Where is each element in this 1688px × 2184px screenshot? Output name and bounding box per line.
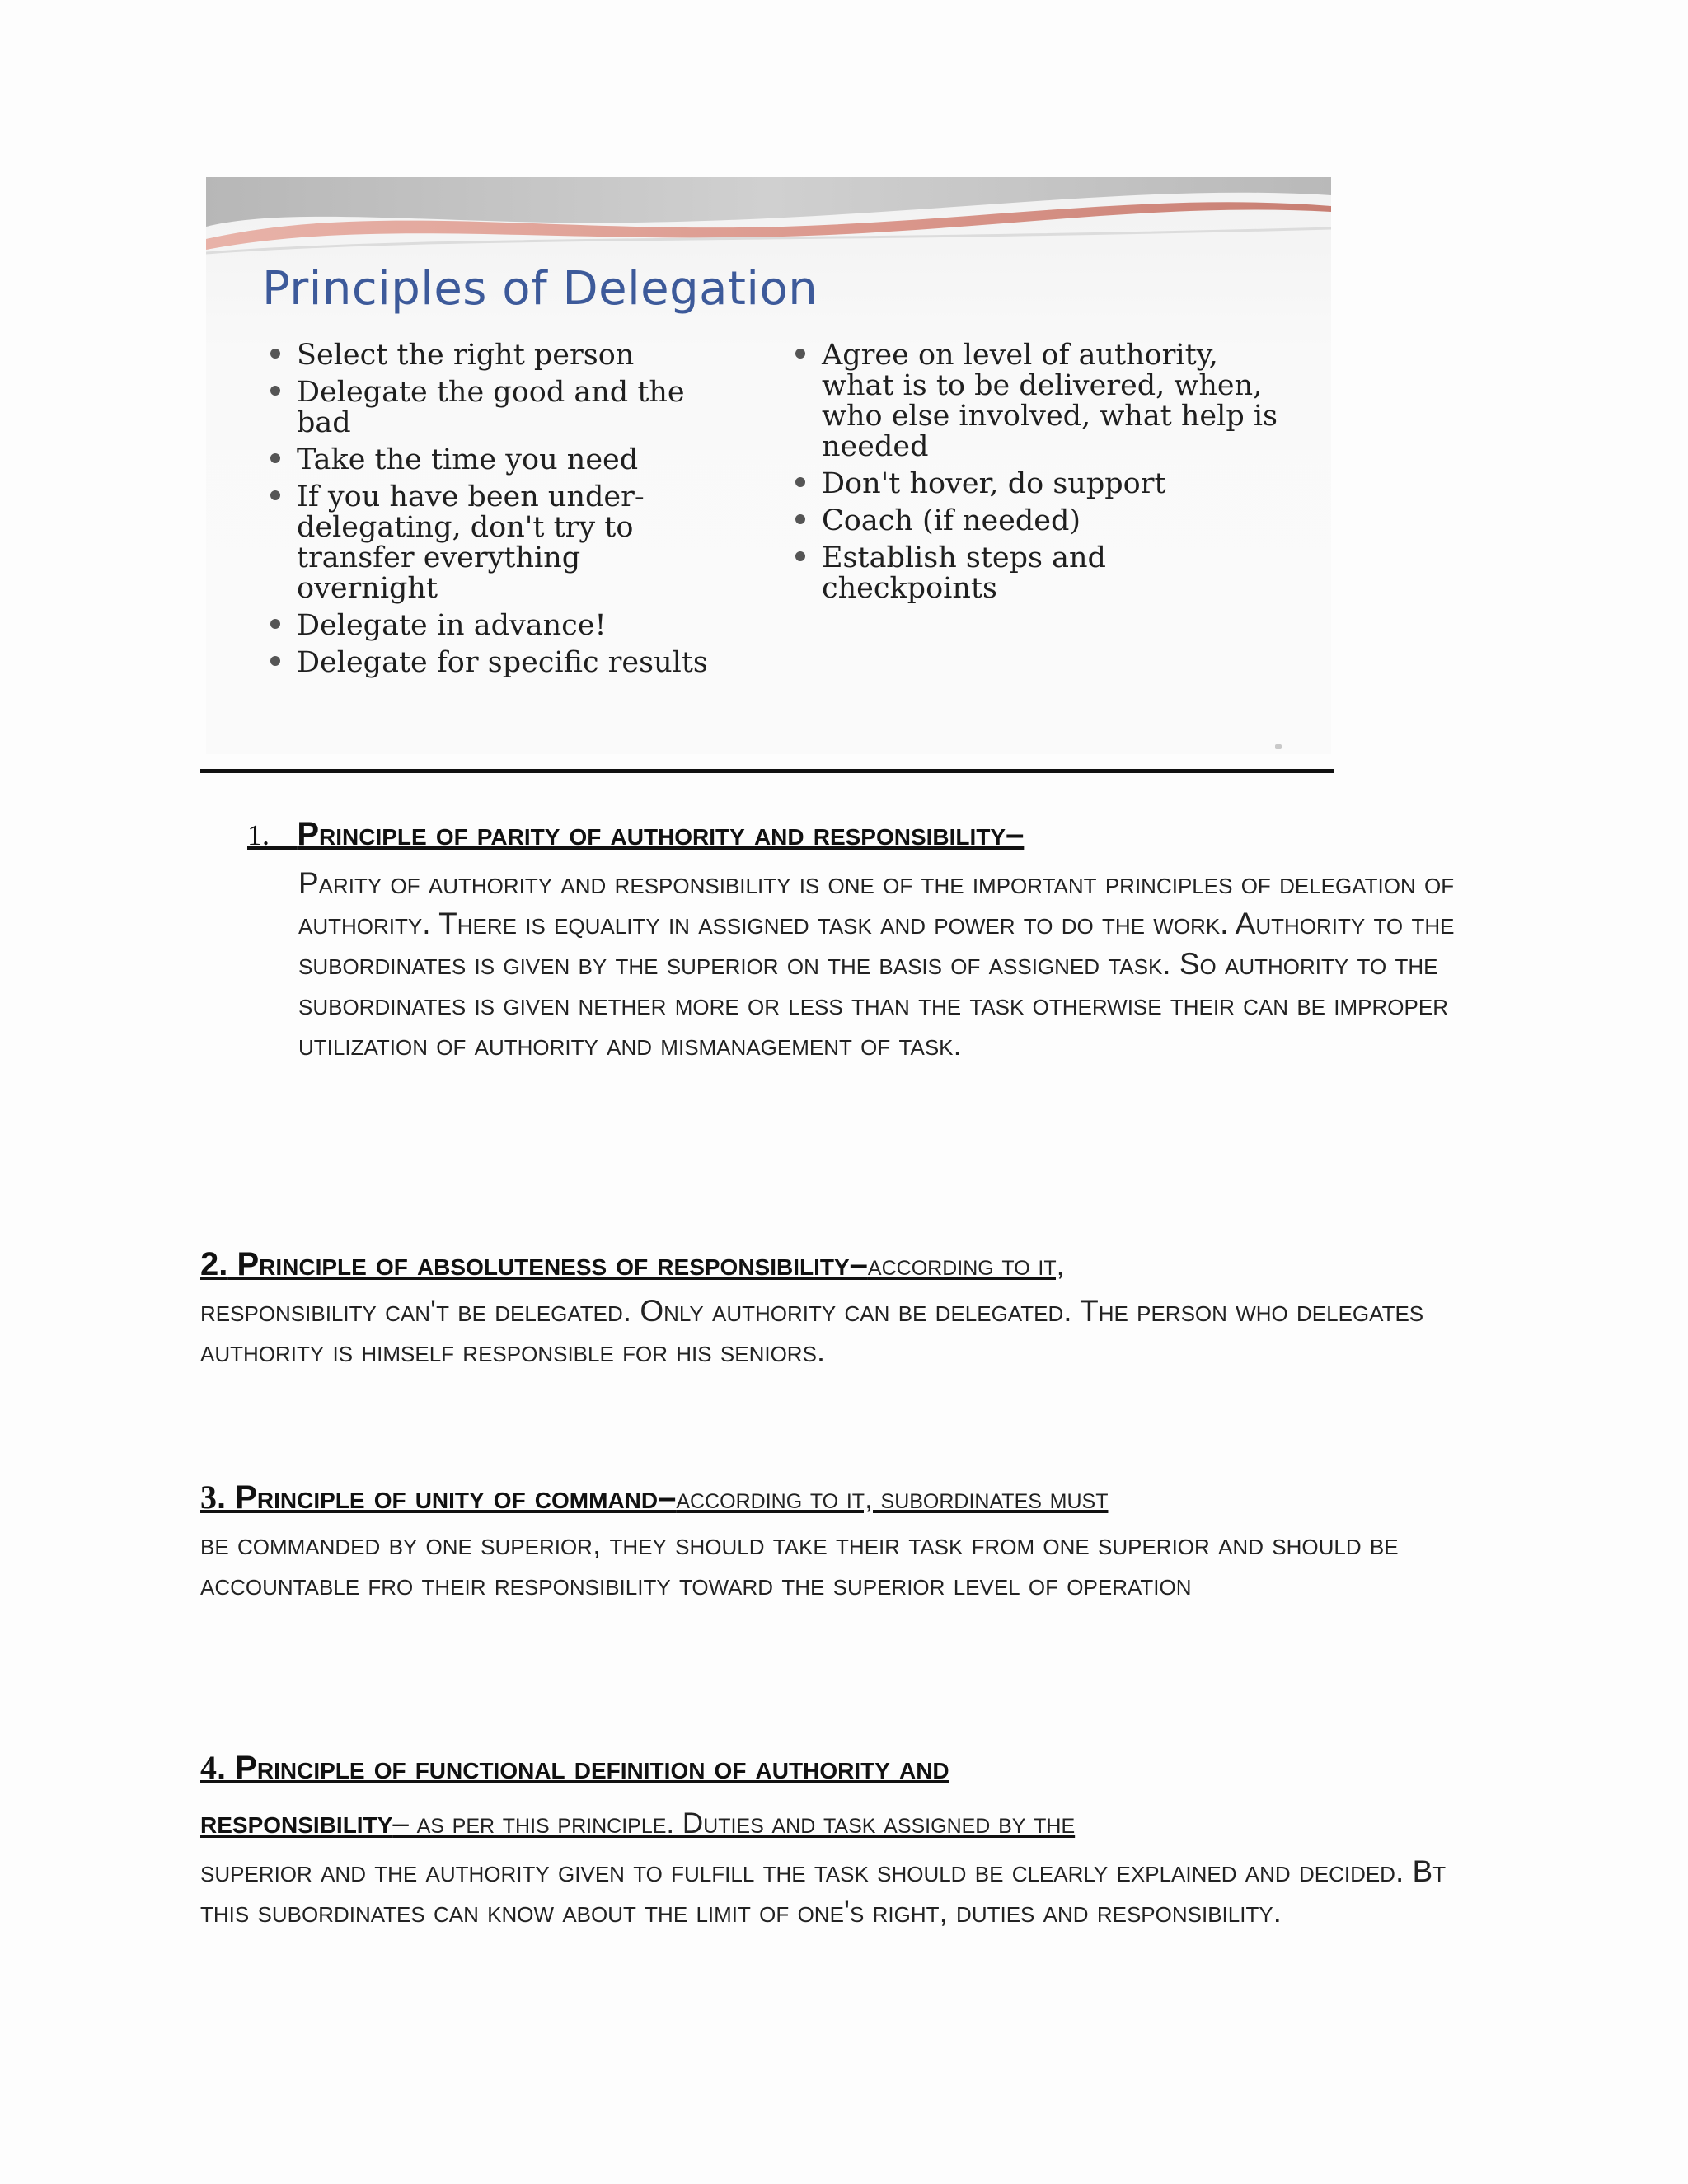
- bullet-icon: [270, 386, 280, 396]
- slide-bullet: Select the right person: [264, 340, 725, 371]
- section-3-text: be commanded by one superior, they should take their task from one superior and should be accountable fro their responsibility toward the superior level of operation: [200, 1527, 1399, 1601]
- bullet-icon: [270, 619, 280, 629]
- bullet-icon: [270, 656, 280, 666]
- slide-left-bullets: [264, 340, 725, 685]
- bullet-icon: [795, 514, 805, 524]
- section-2-text: responsibility can't be delegated. Only authority can be delegated. The person who delegates authority is himself responsible for his seniors.: [200, 1294, 1424, 1368]
- slide-swoosh-decoration: [206, 177, 1331, 268]
- section-4-heading-continued: responsibility– as per this principle. Duties and task assigned by the: [200, 1804, 1076, 1840]
- slide-bullet: Coach (if needed): [789, 506, 1283, 537]
- bullet-icon: [270, 349, 280, 359]
- slide-bullet: Don't hover, do support: [789, 469, 1283, 499]
- slide-bullet: If you have been under-delegating, don't try to transfer everything overnight: [264, 482, 725, 604]
- principles-of-delegation-image: [206, 177, 1331, 754]
- slide-mark: [1275, 744, 1282, 749]
- section-3-heading: 3. Principle of unity of command–according to it, subordinates must: [200, 1479, 1109, 1516]
- bullet-icon: [270, 490, 280, 500]
- bullet-icon: [795, 349, 805, 359]
- divider-line: [200, 769, 1334, 773]
- section-4-heading: 4. Principle of functional definition of authority and: [200, 1749, 950, 1786]
- slide-bullet: Delegate in advance!: [264, 611, 725, 641]
- slide-bullet: Delegate for specific results: [264, 648, 725, 678]
- slide-bullet: Agree on level of authority, what is to be delivered, when, who else involved, what help is needed: [789, 340, 1283, 462]
- slide-right-bullets: [789, 340, 1283, 611]
- slide-bullet: Establish steps and checkpoints: [789, 543, 1283, 604]
- slide-bullet: Take the time you need: [264, 445, 725, 476]
- slide-title: Principles of Delegation: [262, 262, 818, 316]
- section-4-text: superior and the authority given to fulfill the task should be clearly explained and decided. Bt this subordinates can know about the limit of one's right, duties and responsibility.: [200, 1854, 1447, 1929]
- section-1-text: Parity of authority and responsibility is one of the important principles of delegation of authority. There is equality in assigned task and power to do the work. Authority to the subordinates is given by the superior on the basis of assigned task. So authority to the subordinates is given nether more or less than the task otherwise their can be improper utilization of authority and mismanagement of task.: [298, 866, 1455, 1062]
- bullet-icon: [795, 551, 805, 561]
- bullet-icon: [795, 477, 805, 487]
- section-2-heading: 2. Principle of absoluteness of responsibility–according to it,: [200, 1246, 1065, 1282]
- section-1-heading: 1. Principle of parity of authority and responsibility–: [247, 816, 1025, 852]
- bullet-icon: [270, 453, 280, 463]
- slide-bullet: Delegate the good and the bad: [264, 377, 725, 438]
